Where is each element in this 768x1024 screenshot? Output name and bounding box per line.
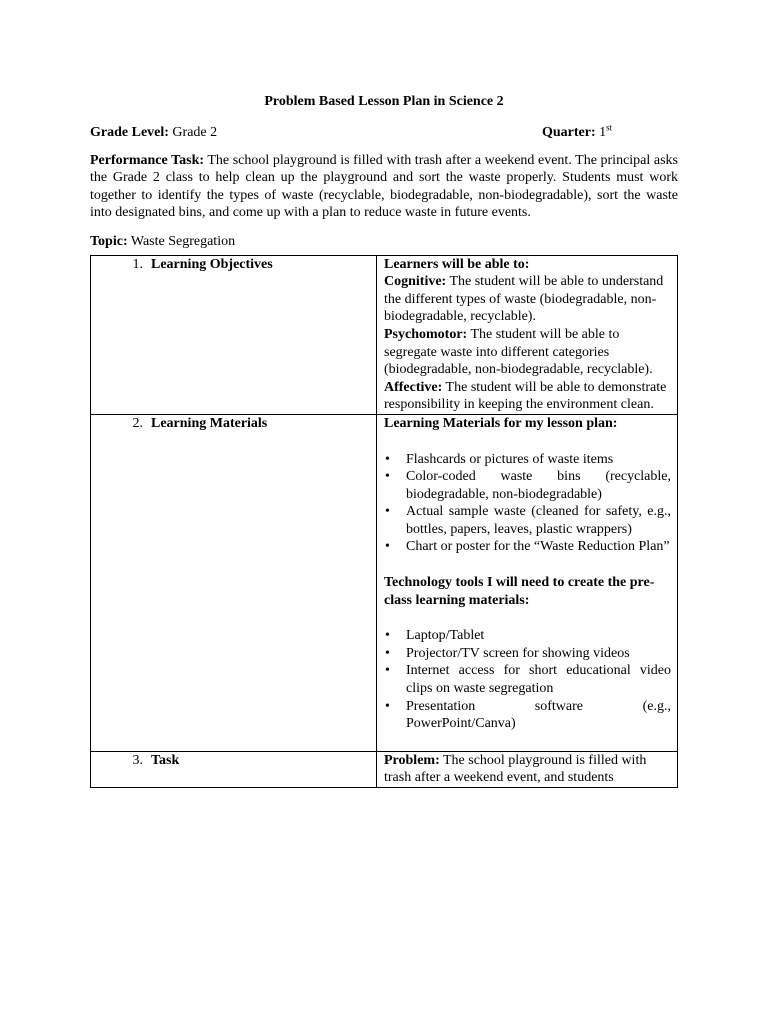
row-heading: Learning Materials [151,415,268,431]
grade-level-value: Grade 2 [172,124,218,140]
affective-label: Affective: [384,379,443,395]
list-item: • Laptop/Tablet [384,627,671,645]
table-row [91,414,678,751]
row-heading: Task [151,752,180,768]
objectives-intro: Learners will be able to: [384,256,530,272]
row-heading-cell [91,255,377,414]
table-row [91,255,678,414]
list-item: • Presentation software (e.g., PowerPoint/Canva) [384,698,671,733]
materials-heading: Learning Materials for my lesson plan: [384,415,618,431]
quarter-suffix: st [606,121,613,132]
list-item: • Color-coded waste bins (recyclable, biodegradable, non-biodegradable) [384,468,671,503]
quarter-value: 1 [599,124,607,140]
topic [90,233,678,251]
objective-affective [384,379,671,414]
table-row [91,751,678,787]
list-item: • Flashcards or pictures of waste items [384,451,671,469]
document-page [90,93,678,788]
row-number: 2. [132,415,143,431]
document-title: Problem Based Lesson Plan in Science 2 [264,94,504,109]
cognitive-text: The student will be able to understand the different types of waste (biodegradable, non-biodegradable, recyclable). [384,274,664,325]
row-number: 1. [132,256,143,272]
row-heading: Learning Objectives [151,256,273,272]
list-item: • Actual sample waste (cleaned for safety, e.g., bottles, papers, leaves, plastic wrappers) [384,503,671,538]
performance-task-text: The school playground is filled with trash after a weekend event. The principal asks the Grade 2 class to help clean up the playground and sort the waste properly. Students must work together to identify the types of waste (recyclable, biodegradable, non-biodegradable), sort the waste into designated bins, and come up with a plan to reduce waste in future events. [90,152,678,221]
quarter [542,121,613,142]
cognitive-label: Cognitive: [384,274,447,290]
psychomotor-label: Psychomotor: [384,326,468,342]
tech-heading: Technology tools I will need to create the pre-class learning materials: [384,575,655,608]
problem-text: The school playground is filled with trash after a weekend event, and students [384,752,647,786]
materials-list [384,451,671,557]
topic-value: Waste Segregation [130,233,236,249]
affective-text: The student will be able to demonstrate responsibility in keeping the environment clean. [384,379,667,413]
task-problem [384,752,671,787]
objective-cognitive [384,273,671,326]
tech-list [384,627,671,733]
quarter-label: Quarter: [542,124,596,140]
row-number: 3. [132,752,143,768]
row-heading-cell [91,751,377,787]
objective-psychomotor [384,326,671,379]
performance-task [90,152,678,222]
list-item: • Internet access for short educational video clips on waste segregation [384,662,671,697]
psychomotor-text: The student will be able to segregate waste into different categories (biodegradable, non-biodegradable, recyclable). [384,326,653,378]
problem-label: Problem: [384,752,440,768]
grade-level-label: Grade Level: [90,124,169,140]
row-content-cell [377,255,678,414]
grade-quarter-row [90,121,678,142]
list-item: • Projector/TV screen for showing videos [384,645,671,663]
row-content-cell [377,751,678,787]
performance-task-label: Performance Task: [90,152,205,168]
row-content-cell [377,414,678,751]
topic-label: Topic: [90,233,128,249]
row-heading-cell [91,414,377,751]
grade-level [90,125,217,140]
list-item: • Chart or poster for the “Waste Reduction Plan” [384,538,671,556]
lesson-plan-table [90,255,678,788]
